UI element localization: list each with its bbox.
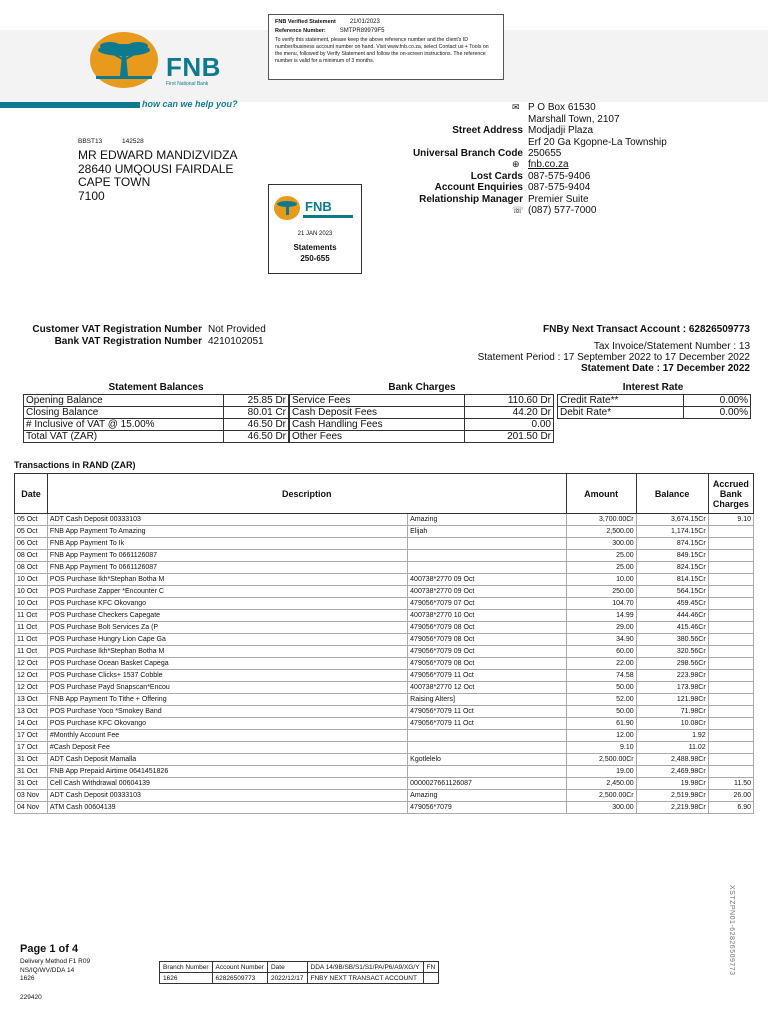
tx-date: 12 Oct	[15, 658, 48, 670]
footer-header-cell: DDA 14/9B/SB/S1/S1/PA/P6/A9/XG/Y	[307, 962, 423, 973]
tx-amount: 34.90	[566, 634, 636, 646]
phone-icon: ☏	[512, 205, 524, 215]
tx-date: 13 Oct	[15, 706, 48, 718]
charges-table	[289, 394, 554, 443]
verify-title: FNB Verified Statement	[275, 19, 336, 25]
globe-icon: ⊕	[512, 159, 520, 169]
tx-amount: 2,500.00Cr	[566, 754, 636, 766]
branch-code-label: Universal Branch Code	[412, 148, 523, 159]
tx-accrued	[708, 694, 753, 706]
tx-balance: 298.56Cr	[636, 658, 708, 670]
tx-reference	[408, 562, 567, 574]
charge-row	[290, 431, 554, 443]
balances-table	[23, 394, 289, 443]
tx-reference: Amazing	[408, 790, 567, 802]
account-title: FNBy Next Transact Account : 62826509773	[543, 324, 750, 335]
table-row	[15, 586, 754, 598]
tx-accrued	[708, 562, 753, 574]
tx-accrued	[708, 550, 753, 562]
tx-date: 10 Oct	[15, 586, 48, 598]
tx-balance: 459.45Cr	[636, 598, 708, 610]
tx-accrued	[708, 718, 753, 730]
tx-date: 10 Oct	[15, 598, 48, 610]
brand-subname: First National Bank	[166, 81, 209, 87]
balance-label: Total VAT (ZAR)	[24, 431, 224, 443]
table-row	[15, 802, 754, 814]
tx-reference	[408, 742, 567, 754]
balance-label: Opening Balance	[24, 395, 224, 407]
tx-amount: 2,500.00	[566, 526, 636, 538]
tx-date: 31 Oct	[15, 754, 48, 766]
verify-ref-value: SMTPR89979F5	[339, 28, 385, 34]
po-box: P O Box 61530	[528, 102, 596, 113]
balance-value: 25.85 Dr	[224, 395, 289, 407]
footer-value-cell: 62826509773	[212, 973, 267, 984]
tx-description: FNB App Payment To Ik	[47, 538, 407, 550]
enquiries-label: Account Enquiries	[434, 182, 523, 193]
charge-label: Cash Deposit Fees	[290, 407, 465, 419]
enquiries-number: 087-575-9404	[528, 182, 591, 193]
footer-header-cell: Account Number	[212, 962, 267, 973]
customer-vat-value: Not Provided	[208, 324, 266, 335]
tx-description: Cell Cash Withdrawal 00604139	[47, 778, 407, 790]
customer-addr-3: 7100	[78, 188, 105, 203]
table-row	[15, 658, 754, 670]
balances-heading: Statement Balances	[108, 382, 204, 393]
table-row	[15, 694, 754, 706]
tx-balance: 1.92	[636, 730, 708, 742]
tx-description: POS Purchase Hungry Lion Cape Ga	[47, 634, 407, 646]
table-row	[15, 610, 754, 622]
tx-reference: 479056*7079 08 Oct	[408, 634, 567, 646]
bank-vat-label: Bank VAT Registration Number	[54, 336, 202, 347]
tx-amount: 50.00	[566, 706, 636, 718]
tx-balance: 814.15Cr	[636, 574, 708, 586]
relationship-manager-label: Relationship Manager	[419, 194, 523, 205]
tx-accrued	[708, 754, 753, 766]
charge-value: 201.50 Dr	[464, 431, 553, 443]
tx-reference: 400738*2770 09 Oct	[408, 574, 567, 586]
tx-amount: 14.99	[566, 610, 636, 622]
tx-amount: 19.00	[566, 766, 636, 778]
tx-reference: 479056*7079 08 Oct	[408, 622, 567, 634]
tx-amount: 104.70	[566, 598, 636, 610]
tx-reference	[408, 766, 567, 778]
tx-balance: 3,674.15Cr	[636, 514, 708, 526]
tx-description: ADT Cash Deposit 00333103	[47, 790, 407, 802]
footer-header-cell: Date	[267, 962, 307, 973]
tx-balance: 824.15Cr	[636, 562, 708, 574]
tx-date: 05 Oct	[15, 526, 48, 538]
stamp-title: Statements	[293, 243, 337, 252]
street-line2: Erf 20 Ga Kgopne-La Township	[528, 137, 667, 148]
tx-reference: 479056*7079 11 Oct	[408, 718, 567, 730]
tx-balance: 19.98Cr	[636, 778, 708, 790]
col-description: Description	[47, 474, 566, 514]
tx-accrued	[708, 598, 753, 610]
tx-amount: 250.00	[566, 586, 636, 598]
delivery-codes: NS/IQ/WV/DDA 14	[20, 966, 75, 974]
balance-label: # Inclusive of VAT @ 15.00%	[24, 419, 224, 431]
charge-row	[290, 407, 554, 419]
statement-stamp	[268, 184, 362, 274]
footer-value-cell: 2022/12/17	[267, 973, 307, 984]
tx-reference	[408, 730, 567, 742]
tx-reference: 479056*7079 07 Oct	[408, 598, 567, 610]
interest-table	[557, 394, 751, 419]
tx-date: 31 Oct	[15, 766, 48, 778]
tx-accrued	[708, 682, 753, 694]
tx-description: POS Purchase Payd Snapscan*Encou	[47, 682, 407, 694]
website-link[interactable]: fnb.co.za	[528, 159, 569, 170]
tx-date: 05 Oct	[15, 514, 48, 526]
charge-value: 44.20 Dr	[464, 407, 553, 419]
tx-reference: 479056*7079 11 Oct	[408, 706, 567, 718]
interest-heading: Interest Rate	[622, 382, 684, 393]
tx-date: 31 Oct	[15, 778, 48, 790]
tx-reference: Elijah	[408, 526, 567, 538]
tx-balance: 2,469.98Cr	[636, 766, 708, 778]
brand-name: FNB	[166, 52, 221, 82]
footer-header-cell: Branch Number	[160, 962, 213, 973]
customer-addr-1: 28640 UMQOUSI FAIRDALE	[78, 161, 234, 176]
tx-amount: 300.00	[566, 802, 636, 814]
tx-balance: 849.15Cr	[636, 550, 708, 562]
tx-balance: 10.08Cr	[636, 718, 708, 730]
footer-value-cell: 1626	[160, 973, 213, 984]
tx-description: POS Purchase Zapper *Encounter C	[47, 586, 407, 598]
tx-reference: 479056*7079	[408, 802, 567, 814]
interest-row	[558, 407, 751, 419]
tx-date: 17 Oct	[15, 730, 48, 742]
verify-ref-label: Reference Number:	[275, 28, 326, 34]
tx-amount: 3,700.00Cr	[566, 514, 636, 526]
charge-value: 0.00	[464, 419, 553, 431]
mail-icon: ✉	[512, 102, 520, 112]
tx-description: FNB App Payment To 0661126087	[47, 562, 407, 574]
table-row	[15, 634, 754, 646]
tx-accrued	[708, 622, 753, 634]
stamp-fnb-logo	[273, 193, 357, 223]
tx-description: POS Purchase Clicks+ 1537 Cobble	[47, 670, 407, 682]
transactions-title: Transactions in RAND (ZAR)	[14, 460, 136, 470]
delivery-info	[20, 958, 90, 984]
tx-description: POS Purchase Yoco *Smokey Band	[47, 706, 407, 718]
tx-date: 08 Oct	[15, 562, 48, 574]
tx-accrued: 6.90	[708, 802, 753, 814]
tx-amount: 29.00	[566, 622, 636, 634]
page-number: Page 1 of 4	[20, 943, 79, 955]
tx-reference	[408, 538, 567, 550]
interest-label: Credit Rate**	[558, 395, 684, 407]
street-line1: Modjadji Plaza	[528, 125, 594, 136]
tx-amount: 2,450.00	[566, 778, 636, 790]
tx-balance: 2,519.98Cr	[636, 790, 708, 802]
customer-addr-2: CAPE TOWN	[78, 175, 151, 189]
tx-description: FNB App Prepaid Airtime 0641451826	[47, 766, 407, 778]
tx-accrued	[708, 706, 753, 718]
customer-code-1: BBST13	[78, 138, 103, 145]
tx-accrued	[708, 670, 753, 682]
tx-date: 06 Oct	[15, 538, 48, 550]
table-row	[15, 766, 754, 778]
balance-value: 46.50 Dr	[224, 419, 289, 431]
tx-amount: 50.00	[566, 682, 636, 694]
table-row	[15, 670, 754, 682]
verified-statement-box	[268, 14, 504, 80]
tx-amount: 9.10	[566, 742, 636, 754]
tx-reference: 0000027661126087	[408, 778, 567, 790]
tx-amount: 74.58	[566, 670, 636, 682]
fnb-tree-icon	[88, 30, 160, 90]
interest-value: 0.00%	[684, 407, 751, 419]
customer-address	[78, 149, 238, 203]
brand-bar	[0, 102, 140, 108]
tx-description: #Cash Deposit Fee	[47, 742, 407, 754]
table-row	[15, 790, 754, 802]
tx-description: POS Purchase KFC Okovango	[47, 718, 407, 730]
tx-date: 03 Nov	[15, 790, 48, 802]
tx-date: 14 Oct	[15, 718, 48, 730]
tx-accrued	[708, 730, 753, 742]
footer-number: 229420	[20, 994, 42, 1001]
tx-description: FNB App Payment To Amazing	[47, 526, 407, 538]
customer-code-2: 142528	[122, 138, 144, 145]
tx-date: 12 Oct	[15, 682, 48, 694]
balance-row	[24, 431, 289, 443]
statement-date: Statement Date : 17 December 2022	[581, 363, 750, 374]
tx-description: #Monthly Account Fee	[47, 730, 407, 742]
tx-accrued	[708, 766, 753, 778]
tx-date: 11 Oct	[15, 610, 48, 622]
charge-row	[290, 419, 554, 431]
bank-vat-value: 4210102051	[208, 336, 264, 347]
branch-code: 250655	[528, 148, 562, 159]
interest-label: Debit Rate*	[558, 407, 684, 419]
interest-row	[558, 395, 751, 407]
tx-description: POS Purchase Ocean Basket Capega	[47, 658, 407, 670]
footer-value-cell	[423, 973, 439, 984]
table-row	[15, 514, 754, 526]
lost-cards-number: 087-575-9406	[528, 171, 591, 182]
balance-row	[24, 407, 289, 419]
tx-description: POS Purchase Ikh*Stephan Botha M	[47, 646, 407, 658]
tx-accrued	[708, 610, 753, 622]
tx-amount: 61.90	[566, 718, 636, 730]
tx-balance: 11.02	[636, 742, 708, 754]
balance-label: Closing Balance	[24, 407, 224, 419]
street-label: Street Address	[452, 125, 523, 136]
tx-balance: 2,219.98Cr	[636, 802, 708, 814]
table-row	[15, 574, 754, 586]
tx-amount: 25.00	[566, 550, 636, 562]
charge-value: 110.60 Dr	[464, 395, 553, 407]
verify-date: 21/01/2023	[349, 19, 380, 25]
lost-cards-label: Lost Cards	[470, 171, 523, 182]
tx-reference	[408, 550, 567, 562]
tx-reference: Raising Alters]	[408, 694, 567, 706]
tx-description: POS Purchase Ikh*Stephan Botha M	[47, 574, 407, 586]
tx-balance: 564.15Cr	[636, 586, 708, 598]
tx-accrued	[708, 538, 753, 550]
table-row	[15, 730, 754, 742]
stamp-date: 21 JAN 2023	[297, 231, 333, 237]
tx-date: 12 Oct	[15, 670, 48, 682]
side-reference-code: XSTZPN01-62826509773	[728, 885, 735, 976]
tx-accrued	[708, 658, 753, 670]
tx-description: ADT Cash Deposit Mamalla	[47, 754, 407, 766]
table-row	[15, 718, 754, 730]
tx-description: ATM Cash 00604139	[47, 802, 407, 814]
po-town: Marshall Town, 2107	[528, 114, 620, 125]
tx-date: 04 Nov	[15, 802, 48, 814]
tx-amount: 60.00	[566, 646, 636, 658]
delivery-method: Delivery Method F1 R09	[20, 958, 91, 965]
tx-description: FNB App Payment To Tithe + Offering	[47, 694, 407, 706]
tx-balance: 173.98Cr	[636, 682, 708, 694]
footer-header-cell: FN	[423, 962, 439, 973]
tx-reference: 479056*7079 11 Oct	[408, 670, 567, 682]
table-row	[15, 778, 754, 790]
table-row	[15, 538, 754, 550]
charge-row	[290, 395, 554, 407]
tx-balance: 380.56Cr	[636, 634, 708, 646]
tx-reference: 400738*2770 09 Oct	[408, 586, 567, 598]
invoice-number: Tax Invoice/Statement Number : 13	[593, 341, 750, 352]
tx-accrued	[708, 586, 753, 598]
tx-balance: 1,174.15Cr	[636, 526, 708, 538]
tx-balance: 444.46Cr	[636, 610, 708, 622]
tx-balance: 71.98Cr	[636, 706, 708, 718]
charges-heading: Bank Charges	[388, 382, 456, 393]
tx-accrued	[708, 526, 753, 538]
tx-balance: 874.15Cr	[636, 538, 708, 550]
tx-reference: 479056*7079 08 Oct	[408, 658, 567, 670]
col-accrued: Accrued Bank Charges	[708, 474, 753, 514]
tx-reference: 400738*2770 12 Oct	[408, 682, 567, 694]
balance-value: 46.50 Dr	[224, 431, 289, 443]
table-row	[15, 742, 754, 754]
delivery-branch: 1626	[20, 975, 35, 982]
tx-amount: 10.00	[566, 574, 636, 586]
col-date: Date	[15, 474, 48, 514]
tx-balance: 320.56Cr	[636, 646, 708, 658]
tx-amount: 300.00	[566, 538, 636, 550]
tx-date: 08 Oct	[15, 550, 48, 562]
tx-reference: 479056*7079 09 Oct	[408, 646, 567, 658]
table-row	[15, 550, 754, 562]
tx-balance: 2,488.98Cr	[636, 754, 708, 766]
stamp-number: 250-655	[300, 254, 330, 263]
balance-row	[24, 395, 289, 407]
tx-accrued	[708, 634, 753, 646]
tx-description: ADT Cash Deposit 00333103	[47, 514, 407, 526]
transactions-table	[14, 473, 754, 814]
tx-accrued	[708, 742, 753, 754]
tx-description: POS Purchase Checkers Capegate	[47, 610, 407, 622]
svg-text:FNB: FNB	[305, 199, 332, 214]
balance-row	[24, 419, 289, 431]
verify-instructions: To verify this statement, please keep the above reference number and the client's ID number/business account number on hand. Visit www.fnb.co.za, select Contact us + Tools on the menu, followed by Verify Statement and follow the on-screen instructions. The reference number is valid for a minimum of 3 months.	[275, 37, 489, 64]
customer-codes	[78, 138, 144, 145]
tx-reference: Amazing	[408, 514, 567, 526]
customer-vat-label: Customer VAT Registration Number	[32, 324, 202, 335]
tx-balance: 415.46Cr	[636, 622, 708, 634]
tx-description: FNB App Payment To 0661126087	[47, 550, 407, 562]
balance-value: 80.01 Cr	[224, 407, 289, 419]
table-row	[15, 646, 754, 658]
tx-accrued	[708, 646, 753, 658]
footer-table	[159, 961, 439, 984]
tx-date: 11 Oct	[15, 646, 48, 658]
tx-date: 13 Oct	[15, 694, 48, 706]
tx-balance: 121.98Cr	[636, 694, 708, 706]
brand-tagline: how can we help you?	[142, 99, 238, 109]
table-row	[15, 622, 754, 634]
phone-number: (087) 577-7000	[528, 205, 597, 216]
tx-date: 10 Oct	[15, 574, 48, 586]
table-row	[15, 598, 754, 610]
tx-amount: 22.00	[566, 658, 636, 670]
customer-name: MR EDWARD MANDIZVIDZA	[78, 148, 238, 162]
tx-description: POS Purchase Bolt Services Za (P	[47, 622, 407, 634]
tx-accrued: 26.00	[708, 790, 753, 802]
tx-accrued: 11.50	[708, 778, 753, 790]
statement-period: Statement Period : 17 September 2022 to 17 December 2022	[477, 352, 750, 363]
tx-date: 11 Oct	[15, 622, 48, 634]
charge-label: Other Fees	[290, 431, 465, 443]
tx-reference: Kgotlelelo	[408, 754, 567, 766]
interest-value: 0.00%	[684, 395, 751, 407]
table-row	[15, 682, 754, 694]
tx-amount: 2,500.00Cr	[566, 790, 636, 802]
relationship-manager: Premier Suite	[528, 194, 589, 205]
table-row	[15, 526, 754, 538]
tx-date: 17 Oct	[15, 742, 48, 754]
table-row	[15, 706, 754, 718]
table-row	[15, 562, 754, 574]
col-amount: Amount	[566, 474, 636, 514]
charge-label: Service Fees	[290, 395, 465, 407]
tx-balance: 223.98Cr	[636, 670, 708, 682]
tx-date: 11 Oct	[15, 634, 48, 646]
tx-description: POS Purchase KFC Okovango	[47, 598, 407, 610]
tx-accrued	[708, 574, 753, 586]
tx-amount: 25.00	[566, 562, 636, 574]
charge-label: Cash Handling Fees	[290, 419, 465, 431]
tx-amount: 12.00	[566, 730, 636, 742]
col-balance: Balance	[636, 474, 708, 514]
tx-accrued: 9.10	[708, 514, 753, 526]
table-row	[15, 754, 754, 766]
footer-value-cell: FNBY NEXT TRANSACT ACCOUNT	[307, 973, 423, 984]
tx-reference: 400738*2770 10 Oct	[408, 610, 567, 622]
tx-amount: 52.00	[566, 694, 636, 706]
